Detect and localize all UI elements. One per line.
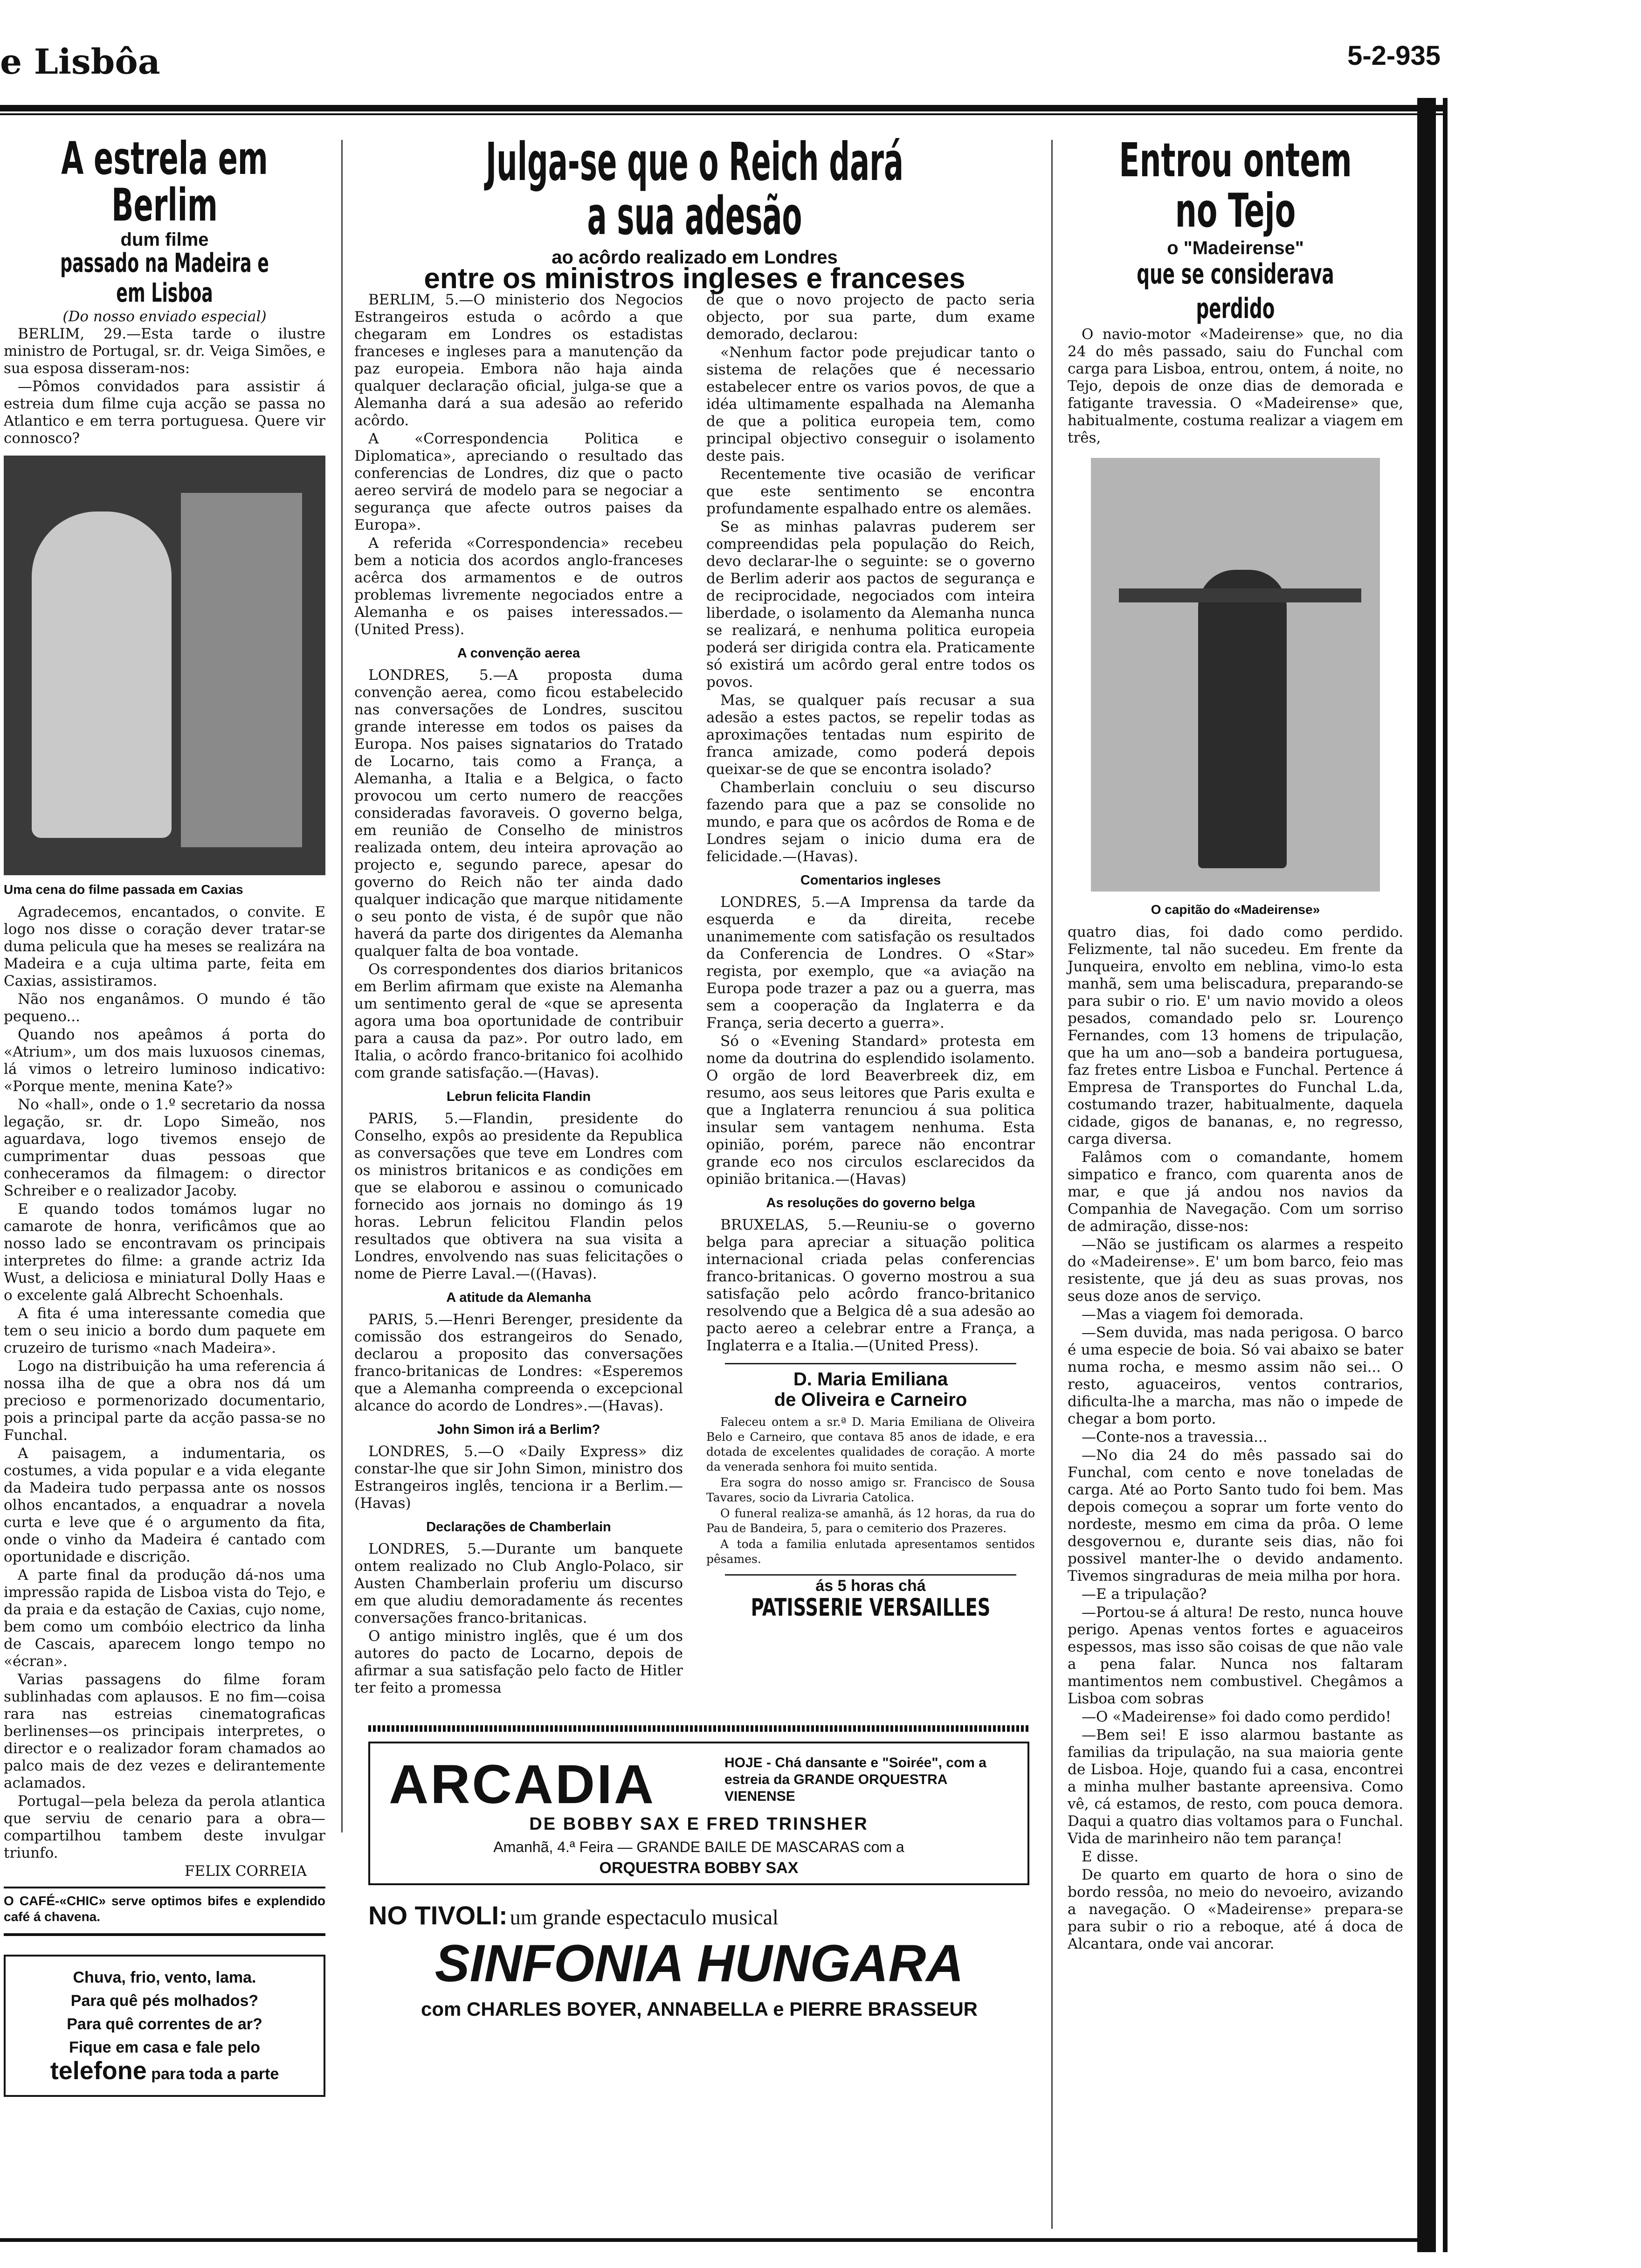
tivoli-header [368,1900,1030,1930]
tivoli-prefix: NO TIVOLI: [368,1901,508,1930]
paragraph: Mas, se qualquer país recusar a sua adesão a estes pactos, se repelir todas as aproximações tentadas num espirito de franca amizade, como poderá depois queixar-se de que se encontra isolado? [706,692,1035,778]
paragraph: A parte final da produção dá-nos uma impressão rapida de Lisboa vista do Tejo, e da praia e da estação de Caxias, cujo nome, bem como um combóio electrico da linha de Cascais, aparecem longo tempo no «écran». [4,1567,325,1670]
subhead-comentarios: Comentarios ingleses [800,873,941,888]
paragraph: LONDRES, 5.—Durante um banquete ontem realizado no Club Anglo-Polaco, sir Austen Chamberlain proferiu um discurso em que aludiu demoradamente ás recentes conversações franco-britanicas. [354,1541,683,1626]
paragraph: —Pômos convidados para assistir á estreia dum filme cuja acção se passa no Atlantico e em terra portuguesa. Quere vir connosco? [4,378,325,447]
masthead-date: 5-2-935 [1347,41,1441,71]
page-edge-bar-thin [1443,98,1448,2252]
article-reich-col-b [706,291,1035,1621]
paragraph: BERLIM, 29.—Esta tarde o ilustre ministro de Portugal, sr. dr. Veiga Simões, e sua esposa disseram-nos: [4,325,325,377]
patisserie-name: PATISSERIE VERSAILLES [751,1594,991,1622]
telephone-ad-line: Para quê pés molhados? [70,1992,259,2010]
paragraph: Era sogra do nosso amigo sr. Francisco de Sousa Tavares, socio da Livraria Catolica. [706,1476,1035,1504]
paragraph: Faleceu ontem a sr.ª D. Maria Emiliana de Oliveira Belo e Carneiro, que contava 85 anos de idade, e era dotada de excelentes qualidades de coração. A morte da venerada senhora foi muito sentida. [706,1415,1035,1473]
article-berlim [4,132,325,2097]
paragraph: Agradecemos, encantados, o convite. E logo nos disse o coração dever tratar-se duma pelicula que ha meses se realizára na Madeira e a cuja ultima parte, feita em Caxias, assistiramos. [4,904,325,989]
cafe-chic-ad: O CAFÉ-«CHIC» serve optimos bifes e explendido café á chavena. [4,1887,325,1925]
paragraph: «Nenhum factor pode prejudicar tanto o sistema de relações que é necessario estabelecer entre os varios povos, de que a idéa ultimamente espalhada na Alemanha de que a politica europeia tem, como principal objectivo conseguir o isolamento deste pais. [706,344,1035,464]
paragraph: E disse. [1082,1848,1139,1865]
paragraph: Só o «Evening Standard» protesta em nome da doutrina do esplendido isolamento. O orgão de lord Beaverbreek diz, em resumo, aos seus leitores que Paris exulta e que a Inglaterra renunciou á sua politica insular sem vantagem nenhuma. Esta opinião, porém, parece não encontrar grande eco nos circulos esclarecidos da opinião britanica.—(Havas) [706,1033,1035,1188]
paragraph: Chamberlain concluiu o seu discurso fazendo para que a paz se consolide no mundo, e para que os acôrdos de Roma e de Londres sejam o inicio duma era de felicidade.—(Havas). [706,779,1035,865]
subhead-simon: John Simon irá a Berlim? [437,1422,600,1437]
subhead-berlim-1: dum filme [120,229,209,250]
byline-berlim: (Do nosso enviado especial) [62,308,267,325]
arcadia-name: ARCADIA [389,1754,656,1815]
paragraph: Falâmos com o comandante, homem simpatico e franco, com quarenta anos de mar, e que já andou nos navios da Companhia de Navegação. Com um sorriso de admiração, disse-nos: [1068,1149,1403,1235]
captain-figure [1198,570,1287,868]
subhead-belga: As resoluções do governo belga [766,1196,975,1210]
telephone-ad-line: Fique em casa e fale pelo [69,2039,261,2056]
paragraph: LONDRES, 5.—A proposta duma convenção aerea, como ficou estabelecido nas conversações de Londres, suscitou grande interesse em todos os paises da Europa. Nos paises signatarios do Tratado de Locarno, tais como a França, a Alemanha, a Italia e a Belgica, o facto provocou um certo numero de reacções consideradas favoraveis. O governo belga, em reunião de Conselho de ministros realizada ontem, deu inteira aprovação ao projecto e, segundo parece, apesar do governo do Reich não ter ainda dado qualquer indicação que marque nitidamente o seu ponto de vista, é de supôr que não haverá da parte dos dirigentes da Alemanha qualquer falta de boa vontade. [354,667,683,960]
arcadia-orquestra: ORQUESTRA BOBBY SAX [599,1859,799,1877]
arcadia-top-border [368,1725,1030,1732]
subhead-reich-2: entre os ministros ingleses e franceses [424,263,965,295]
paragraph: O navio-motor «Madeirense» que, no dia 24 do mês passado, saiu do Funchal com carga para Lisboa, entrou, ontem, á noite, no Tejo, depois de onze dias de demorada e fatigante travessia. O «Madeirense» que, habitualmente, costuma realizar a viagem em três, [1068,326,1403,446]
telefone-tail-text: para toda a parte [151,2065,279,2083]
arcadia-bands: DE BOBBY SAX E FRED TRINSHER [529,1814,869,1834]
obituary [706,1415,1035,1567]
column-rule-1 [341,140,343,1832]
telephone-ad-line: Para quê correntes de ar? [67,2015,262,2033]
paragraph: O antigo ministro inglês, que é um dos autores do pacto de Locarno, depois de afirmar a sua satisfação pelo facto de Hitler ter feito a promessa [354,1628,683,1696]
paragraph: Portugal—pela beleza da perola atlantica que serviu de cenario para a obra—compartilhou tambem deste invulgar triunfo. [4,1793,325,1861]
paragraph: —O «Madeirense» foi dado como perdido! [1082,1708,1392,1725]
telephone-ad-tail [12,2059,317,2086]
tivoli-tagline: um grande espectaculo musical [510,1905,779,1929]
paragraph: PARIS, 5.—Henri Berenger, presidente da comissão dos estrangeiros do Senado, declarou a proposito das conversações franco-britanicas de Londres: «Esperemos que a Alemanha compreenda o excepcional alcance do acordo de Londres».—(Havas). [354,1311,683,1414]
article-reich-header [354,132,1035,295]
arcadia-ad [368,1742,1029,1885]
paragraph: Não nos enganâmos. O mundo é tão pequeno... [4,991,325,1025]
arcadia-amanha: Amanhã, 4.ª Feira — GRANDE BAILE DE MASCARAS com a [493,1839,904,1855]
paragraph: —Não se justificam os alarmes a respeito do «Madeirense». E' um bom barco, feio mas resistente, que já deu as suas provas, nos seus doze anos de serviço. [1068,1236,1403,1305]
obit-rule [725,1363,1016,1364]
tivoli-cast: com CHARLES BOYER, ANNABELLA e PIERRE BRASSEUR [421,1998,978,2020]
obit-title-2: de Oliveira e Carneiro [774,1390,967,1410]
figure-shape [32,512,172,838]
telephone-ad [4,1955,325,2097]
obit-title-1: D. Maria Emiliana [793,1369,948,1390]
patisserie-time: ás 5 horas chá [815,1577,926,1595]
photo-caption-madeirense: O capitão do «Madeirense» [1151,902,1320,917]
paragraph: —No dia 24 do mês passado sai do Funchal, com cento e nove toneladas de carga. Até ao Porto Santo tudo foi bem. Mas depois começou a soprar um forte vento do nordeste, mesmo em cima da prôa. O leme desgovernou e, durante seis dias, não foi possivel manter-lhe o devido andamento. Tivemos singraduras de meia milha por hora. [1068,1447,1403,1584]
paragraph: O funeral realiza-se amanhã, ás 12 horas, da rua do Pau de Bandeira, 5, para o cemiterio dos Prazeres. [706,1507,1035,1535]
subhead-convencao: A convenção aerea [457,646,580,661]
paragraph: A paisagem, a indumentaria, os costumes, a vida popular e a vida elegante da Madeira tudo perpassa ante os nossos olhos encantados, a enquadrar a novela curta e leve que é o argumento da fita, onde o vinho da Madeira é cantado com oportunidade e discrição. [4,1445,325,1565]
figure-shape [181,493,302,847]
paragraph: —Conte-nos a travessia... [1082,1429,1268,1445]
paragraph: —E a tripulação? [1082,1586,1207,1603]
subhead-madeirense-1: o "Madeirense" [1167,238,1304,258]
paragraph: A toda a familia enlutada apresentamos sentidos pêsames. [706,1537,1035,1566]
paragraph: —Sem duvida, mas nada perigosa. O barco é uma especie de boia. Só vai abaixo se bater numa rocha, e mesmo assim não sei... O resto, aguaceiros, ventos contrarios, dificulta-lhe a marcha, mas não o impede de chegar a bom porto. [1068,1324,1403,1427]
signature: FELIX CORREIA [185,1863,307,1880]
column-rule-2 [1051,140,1053,2229]
subhead-reich-1: ao acôrdo realizado em Londres [552,247,838,268]
paragraph: BERLIM, 5.—O ministerio dos Negocios Estrangeiros estuda o acôrdo a que chegaram em Londres os estadistas franceses e ingleses para a manutenção da paz europeia. Embora não haja ainda qualquer declaração oficial, julga-se que a Alemanha dará a sua adesão ao referido acôrdo. [354,291,683,429]
paragraph: LONDRES, 5.—A Imprensa da tarde da esquerda e da direita, recebe unanimemente com satisfação os resultados da Conferencia de Londres. O «Star» regista, por exemplo, que «a aviação na Europa pode trazer a paz ou a guerra, mas sem a cooperação da Inglaterra e da França, seria decerto a guerra». [706,894,1035,1031]
subhead-atitude: A atitude da Alemanha [446,1290,591,1305]
paragraph: Logo na distribuição ha uma referencia á nossa ilha de que a obra nos dá um precioso e pormenorizado documentario, pois a principal parte da acção passa-se no Funchal. [4,1358,325,1444]
paragraph: No «hall», onde o 1.º secretario da nossa legação, sr. dr. Lopo Simeão, nos aguardava, logo tivemos ensejo de cumprimentar duas pessoas que conheceramos da filmagem: o director Schreiber e o realizador Jacoby. [4,1096,325,1199]
subhead-lebrun: Lebrun felicita Flandin [446,1089,591,1104]
paragraph: A «Correspondencia Politica e Diplomatica», apreciando o resultado das conferencias de Londres, diz que o pacto aereo servirá de modelo para se negociar a segurança que afecte outros paises da Europa». [354,430,683,533]
masthead-section-title: e Lisbôa [0,42,160,82]
paragraph: de que o novo projecto de pacto seria objecto, por sua parte, dum exame demorado, declarou: [706,291,1035,343]
paragraph: Quando nos apeâmos á porta do «Atrium», um dos mais luxuosos cinemas, lá vimos o letreiro luminoso indicativo: «Porque mente, menina Kate?» [4,1026,325,1095]
tivoli-ad [368,1900,1030,2020]
telefone-word: telefone [50,2057,147,2085]
telephone-ad-line: Chuva, frio, vento, lama. [73,1969,256,1986]
paragraph: quatro dias, foi dado como perdido. Felizmente, tal não sucedeu. Em frente da Junqueira, envolto em neblina, vimo-lo esta manhã, sem uma beliscadura, preparando-se para subir o rio. E' um navio movido a oleos pesados, comandado pelo sr. Lourenço Fernandes, com 13 homens de tripulação, que ha um ano—sob a bandeira portuguesa, faz fretes entre Lisboa e Funchal. Pertence á Empresa de Transportes do Funchal L.da, costumando trazer, habitualmente, daquela cidade, gigos de bananas, e, no regresso, carga diversa. [1068,924,1403,1148]
paragraph: —Bem sei! E isso alarmou bastante as familias da tripulação, na sua maioria gente de Lisboa. Hoje, quando fui a casa, encontrei a minha mulher bastante apreensiva. Como vê, cá estamos, de resto, com pouca demora. Daqui a quatro dias voltamos para o Funchal. Vida de marinheiro não tem parança! [1068,1727,1403,1847]
captain-arms [1119,588,1361,602]
article-madeirense [1068,135,1403,1954]
paragraph: BRUXELAS, 5.—Reuniu-se o governo belga para apreciar a situação politica internacional criada pelas conferencias franco-britanicas. O governo mostrou a sua satisfação pelo acôrdo franco-britanico resolvendo que a Belgica dê a sua adesão ao pacto aereo a celebrar entre a França, a Inglaterra e a Italia.—(United Press). [706,1217,1035,1354]
paragraph: A fita é uma interessante comedia que tem o seu inicio a bordo dum paquete em cruzeiro de turismo «nach Madeira». [4,1305,325,1356]
patisserie-rule [725,1574,1016,1576]
page-edge-bar [1417,98,1436,2252]
paragraph: LONDRES, 5.—O «Daily Express» diz constar-lhe que sir John Simon, ministro dos Estrangeiros inglês, tenciona ir a Berlim.—(Havas) [354,1443,683,1512]
headline-berlim: A estrela em Berlim [61,132,268,231]
paragraph: —Portou-se á altura! De resto, nunca houve perigo. Apenas ventos fortes e aguaceiros espessos, mas isso são coisas de que não vale a pena falar. Nunca nos faltaram mantimentos nem combustivel. Chegâmos a Lisboa com sobras [1068,1604,1403,1707]
top-rule [0,105,1445,111]
top-rule-thin [0,113,1445,115]
bottom-rule [0,2238,1436,2242]
paragraph: E quando todos tomámos lugar no camarote de honra, verificâmos que ao nosso lado se encontravam os principais interpretes do filme: a grande actriz Ida Wust, a deliciosa e miniatural Dolly Haas e o excelente galá Albrecht Schoenhals. [4,1201,325,1304]
headline-madeirense: Entrou ontem no Tejo [1119,133,1352,238]
tivoli-film-title: SINFONIA HUNGARA [434,1934,964,1992]
paragraph: Se as minhas palavras puderem ser compreendidas pela população do Reich, devo declarar-lhe o seguinte: se o governo de Berlim aderir aos pactos de segurança e de reciprocidade, negociados com inteira liberdade, o isolamento da Alemanha nunca se realizará, e nenhuma politica europeia poderá ser dirigida contra ela. Praticamente só existirá um acôrdo geral entre todos os povos. [706,519,1035,691]
paragraph: PARIS, 5.—Flandin, presidente do Conselho, expôs ao presidente da Republica as conversações que teve em Londres com os ministros britanicos e as condições em que se elaborou e assinou o comunicado fornecido aos jornais no domingo ás 19 horas. Lebrun felicitou Flandin pelos resultados que obtivera na sua visita a Londres, envolvendo nas suas felicitações o nome de Pierre Laval.—((Havas). [354,1110,683,1282]
paragraph: De quarto em quarto de hora o sino de bordo ressôa, no meio do nevoeiro, avizando a navegação. O «Madeirense» prepara-se para subir o rio a reboque, até á doca de Alcantara, onde vai ancorar. [1068,1867,1403,1952]
paragraph: A referida «Correspondencia» recebeu bem a noticia dos acordos anglo-franceses acêrca dos armamentos e de outros problemas livremente negociados entre a Alemanha e os paises interessados.—(United Press). [354,535,683,638]
subhead-berlim-2: passado na Madeira e em Lisboa [60,248,269,308]
paragraph: Os correspondentes dos diarios britanicos em Berlim afirmam que existe na Alemanha um sentimento geral de «que se apresenta agora uma boa oportunidade de contribuir para a causa da paz». Por outro lado, em Italia, o acôrdo franco-britanico foi acolhido com grande satisfação.—(Havas). [354,961,683,1081]
subhead-chamberlain: Declarações de Chamberlain [426,1520,611,1535]
paragraph: Recentemente tive ocasião de verificar que este sentimento se encontra profundamente espalhado entre os alemães. [706,466,1035,517]
arcadia-hoje: HOJE - Chá dansante e "Soirée", com a estreia da GRANDE ORQUESTRA VIENENSE [724,1755,986,1804]
headline-reich: Julga-se que o Reich dará a sua adesão [485,132,904,247]
subhead-madeirense-2: que se considerava perdido [1137,258,1334,325]
film-scene-photo [4,456,325,875]
captain-photo [1091,458,1380,892]
article-reich-col-a [354,291,683,1698]
paragraph: Varias passagens do filme foram sublinhadas com aplausos. E no fim—coisa rara nas estreias cinematograficas berlinenses—os principais interpretes, o director e o realizador foram chamados ao palco mais de dez vezes e delirantemente aclamados. [4,1671,325,1791]
paragraph: —Mas a viagem foi demorada. [1082,1306,1304,1323]
photo-caption-berlim: Uma cena do filme passada em Caxias [4,882,243,897]
ad-rule [4,1933,325,1936]
